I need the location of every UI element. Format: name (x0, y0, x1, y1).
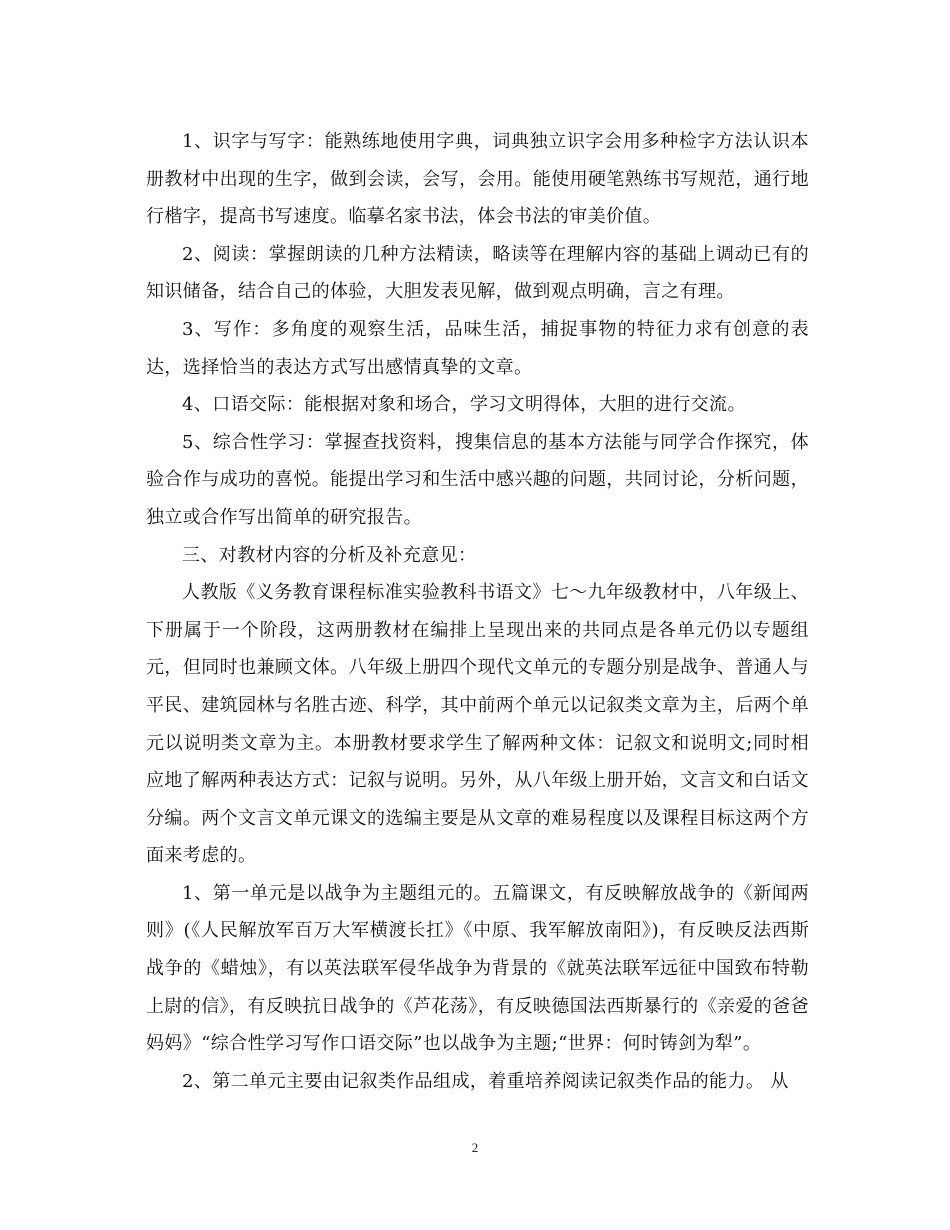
paragraph-literacy-writing: 1、识字与写字：能熟练地使用字典，词典独立识字会用多种检字方法认识本册教材中出现的生字，做到会读，会写，会用。能使用硬笔熟练书写规范，通行地行楷字，提高书写速度。临摹名家书法，体会书法的审美价值。 (146, 131, 809, 228)
paragraph-composition: 3、写作：多角度的观察生活，品味生活，捕捉事物的特征力求有创意的表达，选择恰当的表达方式写出感情真挚的文章。 (146, 318, 809, 378)
section-heading-textbook-analysis: 三、对教材内容的分析及补充意见： (182, 544, 477, 566)
paragraph-oral-communication: 4、口语交际：能根据对象和场合，学习文明得体，大胆的进行交流。 (182, 394, 746, 416)
paragraph-comprehensive-learning: 5、综合性学习：掌握查找资料，搜集信息的基本方法能与同学合作探究，体验合作与成功的喜悦。能提出学习和生活中感兴趣的问题，共同讨论，分析问题，独立或合作写出简单的研究报告。 (146, 431, 809, 528)
page-number: 2 (471, 1140, 479, 1155)
paragraph-unit-two: 2、第二单元主要由记叙类作品组成，着重培养阅读记叙类作品的能力。 从 (182, 1070, 789, 1092)
paragraph-reading: 2、阅读：掌握朗读的几种方法精读，略读等在理解内容的基础上调动已有的知识储备，结合自己的体验，大胆发表见解，做到观点明确，言之有理。 (146, 243, 809, 303)
paragraph-unit-one: 1、第一单元是以战争为主题组元的。五篇课文，有反映解放战争的《新闻两则》(《人民解放军百万大军横渡长扛》《中原、我军解放南阳》)，有反映反法西斯战争的《蜡烛》，有以英法联军侵华战争为背景的《就英法联军远征中国致布特勒上尉的信》，有反映抗日战争的《芦花荡》，有反映德国法西斯暴行的《亲爱的爸爸妈妈》“综合性学习写作口语交际”也以战争为主题;“世界：何时铸剑为犁”。 (146, 882, 809, 1055)
body-text (146, 123, 809, 1100)
paragraph-textbook-overview: 人教版《义务教育课程标准实验教科书语文》七～九年级教材中，八年级上、下册属于一个阶段，这两册教材在编排上呈现出来的共同点是各单元仍以专题组元，但同时也兼顾文体。八年级上册四个现代文单元的专题分别是战争、普通人与平民、建筑园林与名胜古迹、科学，其中前两个单元以记叙类文章为主，后两个单元以说明类文章为主。本册教材要求学生了解两种文体：记叙文和说明文;同时相应地了解两种表达方式：记叙与说明。另外，从八年级上册开始，文言文和白话文分编。两个文言文单元课文的选编主要是从文章的难易程度以及课程目标这两个方面来考虑的。 (146, 582, 809, 867)
